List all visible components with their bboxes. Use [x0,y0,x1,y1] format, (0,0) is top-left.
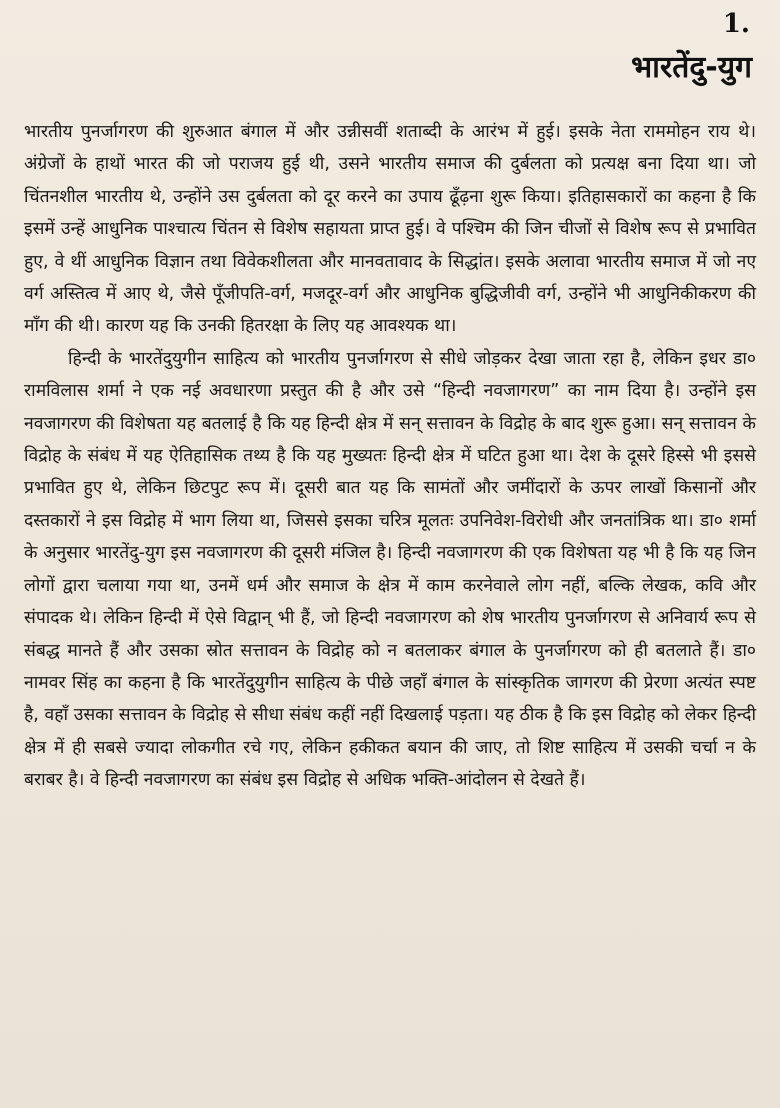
chapter-number: 1. [722,9,750,39]
chapter-title: भारतेंदु-युग [631,50,752,85]
paragraph-2: हिन्दी के भारतेंदुयुगीन साहित्य को भारतीय पुनर्जागरण से सीधे जोड़कर देखा जाता रहा है, लेकिन इधर डा० रामविलास शर्मा ने एक नई अवधारणा प्रस्तुत की है और उसे “हिन्दी नवजागरण” का नाम दिया है। उन्होंने इस नवजागरण की विशेषता यह बतलाई है कि यह हिन्दी क्षेत्र में सन् सत्तावन के विद्रोह के बाद शुरू हुआ। सन् सत्तावन के विद्रोह के संबंध में यह ऐतिहासिक तथ्य है कि यह मुख्यतः हिन्दी क्षेत्र में घटित हुआ था। देश के दूसरे हिस्से भी इससे प्रभावित हुए थे, लेकिन छिटपुट रूप में। दूसरी बात यह कि सामंतों और जमींदारों के ऊपर लाखों किसानों और दस्तकारों ने इस विद्रोह में भाग लिया था, जिससे इसका चरित्र मूलतः उपनिवेश-विरोधी और जनतांत्रिक था। डा० शर्मा के अनुसार भारतेंदु-युग इस नवजागरण की दूसरी मंजिल है। हिन्दी नवजागरण की एक विशेषता यह भी है कि यह जिन लोगों द्वारा चलाया गया था, उनमें धर्म और समाज के क्षेत्र में काम करनेवाले लोग नहीं, बल्कि लेखक, कवि और संपादक थे। लेकिन हिन्दी में ऐसे विद्वान् भी हैं, जो हिन्दी नवजागरण को शेष भारतीय पुनर्जागरण से अनिवार्य रूप से संबद्ध मानते हैं और उसका स्रोत सत्तावन के विद्रोह को न बतलाकर बंगाल के पुनर्जागरण को ही बतलाते हैं। डा० नामवर सिंह का कहना है कि भारतेंदुयुगीन साहित्य के पीछे जहाँ बंगाल के सांस्कृतिक जागरण की प्रेरणा अत्यंत स्पष्ट है, वहाँ उसका सत्तावन के विद्रोह से सीधा संबंध कहीं नहीं दिखलाई पड़ता। यह ठीक है कि इस विद्रोह को लेकर हिन्दी क्षेत्र में ही सबसे ज्यादा लोकगीत रचे गए, लेकिन हकीकत बयान की जाए, तो शिष्ट साहित्य में उसकी चर्चा न के बराबर है। वे हिन्दी नवजागरण का संबंध इस विद्रोह से अधिक भक्ति-आंदोलन से देखते हैं। [24,348,756,791]
paragraph-1: भारतीय पुनर्जागरण की शुरुआत बंगाल में और उन्नीसवीं शताब्दी के आरंभ में हुई। इसके नेता राममोहन राय थे। अंग्रेजों के हाथों भारत की जो पराजय हुई थी, उसने भारतीय समाज की दुर्बलता को प्रत्यक्ष बना दिया था। जो चिंतनशील भारतीय थे, उन्होंने उस दुर्बलता को दूर करने का उपाय ढूँढ़ना शुरू किया। इतिहासकारों का कहना है कि इसमें उन्हें आधुनिक पाश्चात्य चिंतन से विशेष सहायता प्राप्त हुई। वे पश्चिम की जिन चीजों से विशेष रूप से प्रभावित हुए, वे थीं आधुनिक विज्ञान तथा विवेकशीलता और मानवतावाद के सिद्धांत। इसके अलावा भारतीय समाज में जो नए वर्ग अस्तित्व में आए थे, जैसे पूँजीपति-वर्ग, मजदूर-वर्ग और आधुनिक बुद्धिजीवी वर्ग, उन्होंने भी आधुनिकीकरण की माँग की थी। कारण यह कि उनकी हितरक्षा के लिए यह आवश्यक था। [24,122,756,337]
body-text [24,116,756,797]
